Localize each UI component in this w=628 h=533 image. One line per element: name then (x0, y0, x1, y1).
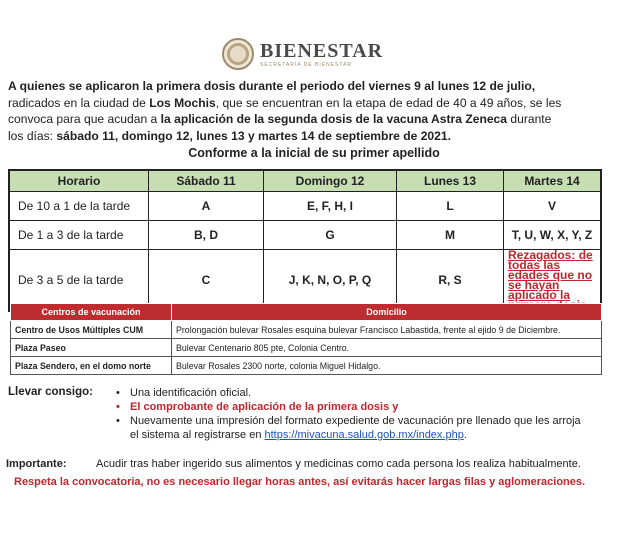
list-item: • Nuevamente una impresión del formato expediente de vacunación pre llenado que les arroja el sistema al registrarse en https://mivacuna.salud.gob.mx/index.php. (116, 415, 581, 441)
header-domingo: Domingo 12 (264, 170, 397, 192)
center-name: Plaza Paseo (11, 339, 172, 357)
vaccination-centers-table (10, 303, 602, 375)
table-row (11, 357, 602, 375)
bullet-icon: • (116, 387, 120, 399)
center-address: Bulevar Centenario 805 pte, Colonia Centro. (172, 339, 602, 357)
cell-letters: E, F, H, I (264, 192, 397, 221)
center-name: Centro de Usos Múltiples CUM (11, 321, 172, 339)
table-row (9, 250, 601, 312)
cell-letters: A (149, 192, 264, 221)
header-sabado: Sábado 11 (149, 170, 264, 192)
schedule-header-row (9, 170, 601, 192)
mivacuna-link[interactable]: https://mivacuna.salud.gob.mx/index.php (264, 429, 464, 441)
table-row (9, 192, 601, 221)
list-item: • El comprobante de aplicación de la primera dosis y (116, 401, 399, 413)
llevar-label: Llevar consigo: (8, 386, 93, 398)
center-address: Bulevar Rosales 2300 norte, colonia Miguel Hidalgo. (172, 357, 602, 375)
cell-letters: J, K, N, O, P, Q (264, 250, 397, 312)
schedule-subtitle: Conforme a la inicial de su primer apellido (188, 146, 440, 160)
cell-letters: L (397, 192, 504, 221)
cell-letters: M (397, 221, 504, 250)
centers-header-row (11, 304, 602, 321)
bullet-icon: • (116, 401, 120, 413)
cell-letters: V (504, 192, 602, 221)
row-time: De 3 a 5 de la tarde (9, 250, 149, 312)
logo-subtitle: SECRETARÍA DE BIENESTAR (260, 61, 352, 68)
cell-letters: C (149, 250, 264, 312)
header-domicilio: Domicilio (172, 304, 602, 321)
table-row (9, 221, 601, 250)
seal-icon (222, 38, 254, 70)
bullet-icon: • (116, 415, 120, 427)
importante-label: Importante: (6, 458, 67, 470)
header-lunes: Lunes 13 (397, 170, 504, 192)
llevar-list (116, 386, 606, 442)
cell-letters: R, S (397, 250, 504, 312)
rezagados-note: Rezagados: de todas las edades que no se hayan aplicado la (504, 250, 602, 312)
header-horario: Horario (9, 170, 149, 192)
list-item: • Una identificación oficial. (116, 387, 252, 399)
center-name: Plaza Sendero, en el domo norte (11, 357, 172, 375)
cell-letters: G (264, 221, 397, 250)
logo-name: BIENESTAR (260, 39, 384, 62)
header-martes: Martes 14 (504, 170, 602, 192)
table-row (11, 339, 602, 357)
cell-letters: B, D (149, 221, 264, 250)
cell-letters: T, U, W, X, Y, Z (504, 221, 602, 250)
respeta-notice: Respeta la convocatoria, no es necesario llegar horas antes, así evitarás hacer largas filas y aglomeraciones. (14, 476, 586, 488)
row-time: De 1 a 3 de la tarde (9, 221, 149, 250)
bienestar-logo (222, 38, 383, 70)
schedule-table (8, 169, 602, 312)
row-time: De 10 a 1 de la tarde (9, 192, 149, 221)
table-row (11, 321, 602, 339)
intro-paragraph: A quienes se aplicaron la primera dosis durante el periodo del viernes 9 al lunes 12 de julio, radicados en la ciudad de Los Mochis, que se encuentran en la etapa de edad de 40 a 49 años, se les convoca para que acudan a la aplicación de la segunda dosis de la vacuna Astra Zeneca durante los días: sábado 11, domingo 12, lunes 13 y martes 14 de septiembre de 2021. (8, 79, 562, 143)
header-centros: Centros de vacunación (11, 304, 172, 321)
center-address: Prolongación bulevar Rosales esquina bulevar Francisco Labastida, frente al ejido 9 de Diciembre. (172, 321, 602, 339)
importante-text: Acudir tras haber ingerido sus alimentos y medicinas como cada persona los realiza habitualmente. (96, 458, 581, 470)
